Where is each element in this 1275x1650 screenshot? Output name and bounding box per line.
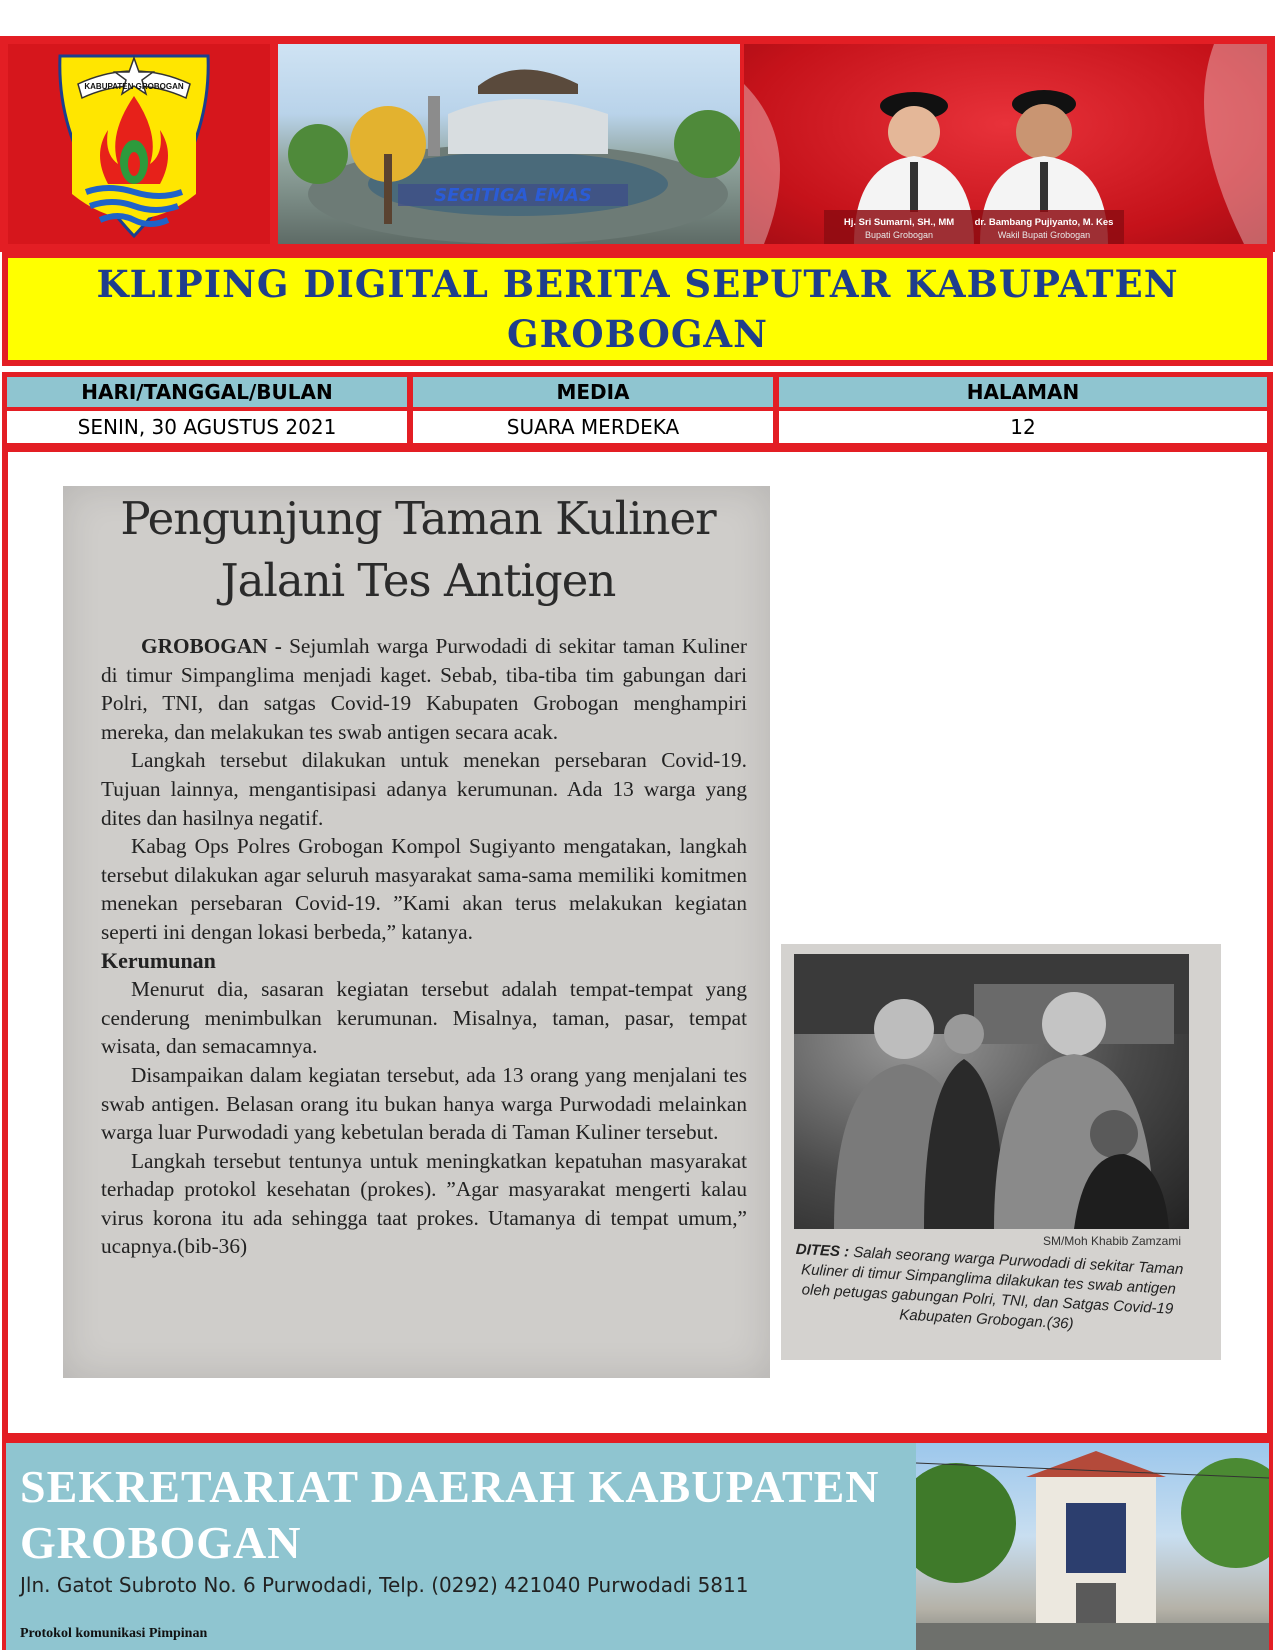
leader-2-role: Wakil Bupati Grobogan [997,230,1091,240]
footer-address: Jln. Gatot Subroto No. 6 Purwodadi, Telp. (0292) 421040 Purwodadi 5811 [20,1573,749,1597]
logo-panel [8,44,270,244]
caption-label: DITES : [795,1240,850,1261]
article-paragraph: Disampaikan dalam kegiatan tersebut, ada 13 orang yang menjalani tes swab antigen. Belasan orang itu bukan hanya warga Purwodadi melainkan warga luar Purwodadi yang kebetulan berada di Taman Kuliner tersebut. [101,1062,747,1145]
page-title: KLIPING DIGITAL BERITA SEPUTAR KABUPATEN GROBOGAN [96,262,1179,356]
leader-1-role: Bupati Grobogan [864,230,934,240]
footer-panel [6,1443,1269,1650]
photo-credit: SM/Moh Khabib Zamzami [1042,1234,1181,1248]
footer-protocol: Protokol komunikasi Pimpinan [20,1626,208,1641]
newspaper-clipping [63,486,770,1378]
leader-1-name: Hj. Sri Sumarni, SH., MM [843,217,955,228]
value-page: 12 [779,411,1267,443]
article-area [8,452,1267,1433]
value-date: SENIN, 30 AGUSTUS 2021 [7,411,407,443]
header-media: MEDIA [413,377,773,407]
leader-2-name: dr. Bambang Pujiyanto, M. Kes [974,217,1114,228]
caption-text: Salah seorang warga Purwodadi di sekitar Taman Kuliner di timur Simpanglima dilakukan tes swab antigen oleh petugas gabungan Polri, TNI, dan Satgas Covid-19 Kabupaten Grobogan.(36) [800,1243,1184,1333]
office-building-photo [916,1443,1269,1650]
article-paragraph: Menurut dia, sasaran kegiatan tersebut adalah tempat-tempat yang cenderung menimbulkan kerumunan. Misalnya, taman, pasar, tempat wisata, dan semacamnya. [101,977,747,1059]
leaders-photo [744,44,1267,244]
article-paragraph: Kabag Ops Polres Grobogan Kompol Sugiyanto mengatakan, langkah tersebut dilakukan agar seluruh masyarakat sama-sama memiliki komitmen menekan persebaran Covid-19. ”Kami akan terus melakukan kegiatan seperti ini dengan lokasi berbeda,” katanya. [101,834,747,944]
article-paragraph: Langkah tersebut dilakukan untuk menekan persebaran Covid-19. Tujuan lainnya, mengantisipasi adanya kerumunan. Ada 13 warga yang dites dan hasilnya negatif. [101,748,747,830]
header-band [0,36,1275,252]
article-body [101,632,747,1261]
article-headline: Pengunjung Taman Kuliner Jalani Tes Antigen [120,492,716,607]
photo-clipping [781,944,1221,1360]
article-paragraph: Langkah tersebut tentunya untuk meningkatkan kepatuhan masyarakat terhadap protokol kesehatan (prokes). ”Agar masyarakat mengerti kalau virus korona itu ada sehingga taat prokes. Utamanya di tempat umum,” ucapnya.(bib-36) [101,1148,747,1259]
plaza-sign: SEGITIGA EMAS [434,185,592,206]
title-panel [8,258,1267,360]
title-band [2,252,1273,366]
photo-caption [791,1240,1185,1340]
value-media: SUARA MERDEKA [413,411,773,443]
swab-test-photo [794,954,1189,1229]
info-table [2,372,1273,448]
article-lead: Sejumlah warga Purwodadi di sekitar taman Kuliner di timur Simpanglima menjadi kaget. Sebab, tiba-tiba tim gabungan dari Polri, TNI, dan satgas Covid-19 Kabupaten Grobogan menghampiri mereka, dan melakukan tes swab antigen secara acak. [101,634,747,744]
grobogan-emblem-icon [8,44,270,244]
header-page: HALAMAN [779,377,1267,407]
article-paragraph [101,632,747,746]
article-frame [2,448,1273,1439]
article-subhead: Kerumunan [101,947,216,973]
emblem-text: KABUPATEN GROBOGAN [84,82,184,91]
plaza-photo [278,44,740,244]
header-date: HARI/TANGGAL/BULAN [7,377,407,407]
footer-band [2,1439,1273,1650]
footer-title: SEKRETARIAT DAERAH KABUPATEN GROBOGAN [20,1461,880,1568]
article-kicker: GROBOGAN - [141,634,282,658]
